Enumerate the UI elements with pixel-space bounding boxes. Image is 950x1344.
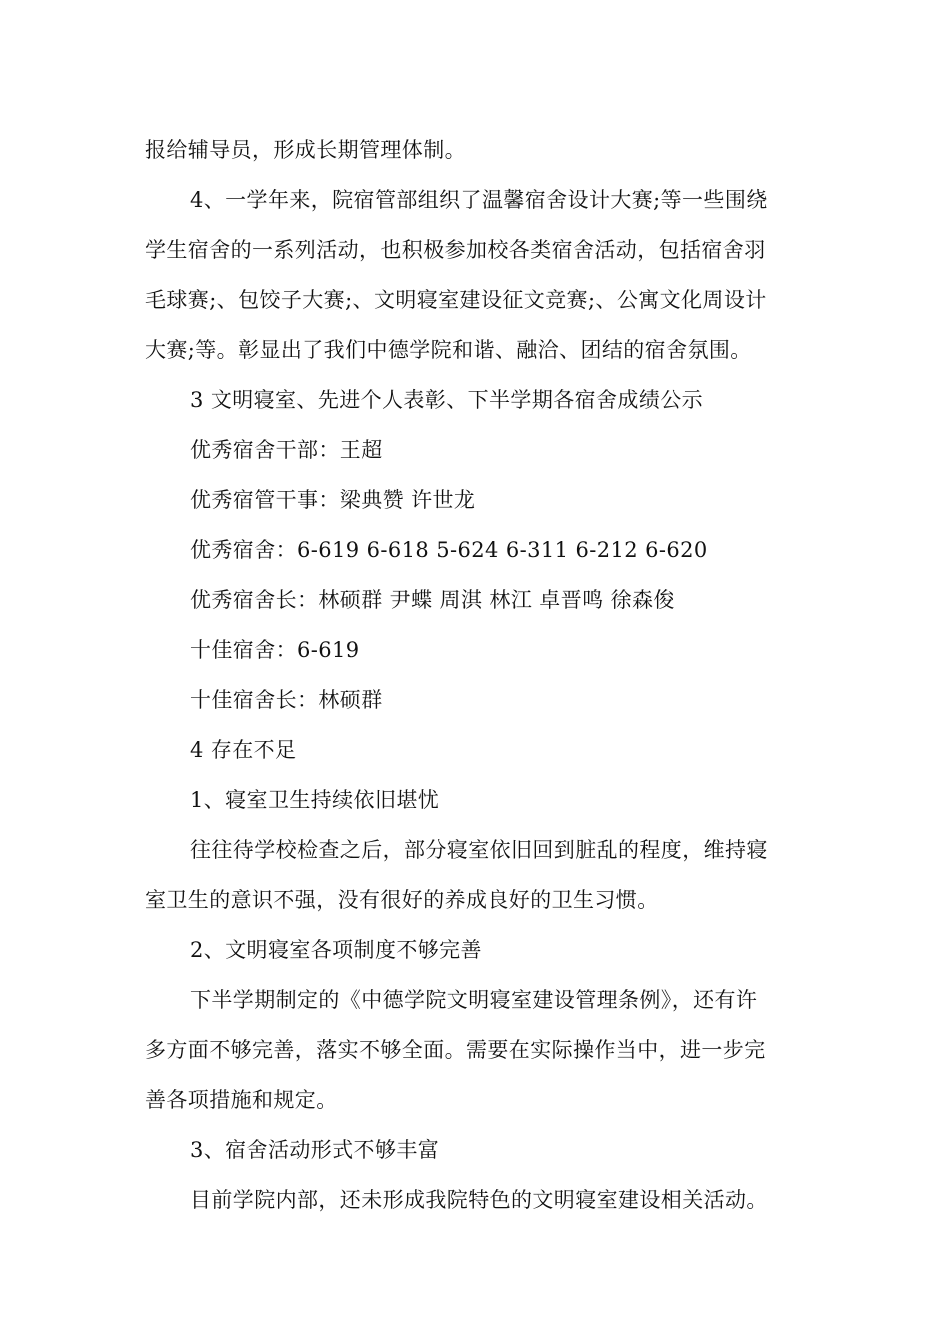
award-excellent-officer: 优秀宿管干事：梁典赞 许世龙 [190,488,476,512]
paragraph-line-3: 学生宿舍的一系列活动，也积极参加校各类宿舍活动，包括宿舍羽 [145,238,766,262]
award-excellent-cadre: 优秀宿舍干部：王超 [190,438,383,462]
award-excellent-dorm-head: 优秀宿舍长：林硕群 尹蝶 周淇 林江 卓晋鸣 徐森俊 [190,588,675,612]
paragraph-line-7: 室卫生的意识不强，没有很好的养成良好的卫生习惯。 [145,888,659,912]
paragraph-line-6: 往往待学校检查之后，部分寝室依旧回到脏乱的程度，维持寝 [190,838,768,862]
paragraph-line-10: 善各项措施和规定。 [145,1088,338,1112]
paragraph-line-9: 多方面不够完善，落实不够全面。需要在实际操作当中，进一步完 [145,1038,766,1062]
sub-heading-1: 1、寝室卫生持续依旧堪忧 [190,788,440,812]
award-top-ten-dorm-head: 十佳宿舍长：林硕群 [190,688,383,712]
paragraph-line-11: 目前学院内部，还未形成我院特色的文明寝室建设相关活动。 [190,1188,768,1212]
paragraph-line-4: 毛球赛;、包饺子大赛;、文明寝室建设征文竞赛;、公寓文化周设计 [145,288,767,312]
award-excellent-dorm: 优秀宿舍：6-619 6-618 5-624 6-311 6-212 6-620 [190,538,708,562]
award-top-ten-dorm: 十佳宿舍：6-619 [190,638,360,662]
paragraph-line-1: 报给辅导员，形成长期管理体制。 [145,138,466,162]
sub-heading-2: 2、文明寝室各项制度不够完善 [190,938,482,962]
paragraph-line-8: 下半学期制定的《中德学院文明寝室建设管理条例》，还有许 [190,988,758,1012]
paragraph-line-5: 大赛;等。彰显出了我们中德学院和谐、融洽、团结的宿舍氛围。 [145,338,752,362]
section-heading-shortcomings: 4 存在不足 [190,738,297,762]
sub-heading-3: 3、宿舍活动形式不够丰富 [190,1138,440,1162]
section-heading-awards: 3 文明寝室、先进个人表彰、下半学期各宿舍成绩公示 [190,388,704,412]
paragraph-line-2: 4、一学年来，院宿管部组织了温馨宿舍设计大赛;等一些围绕 [190,188,768,212]
